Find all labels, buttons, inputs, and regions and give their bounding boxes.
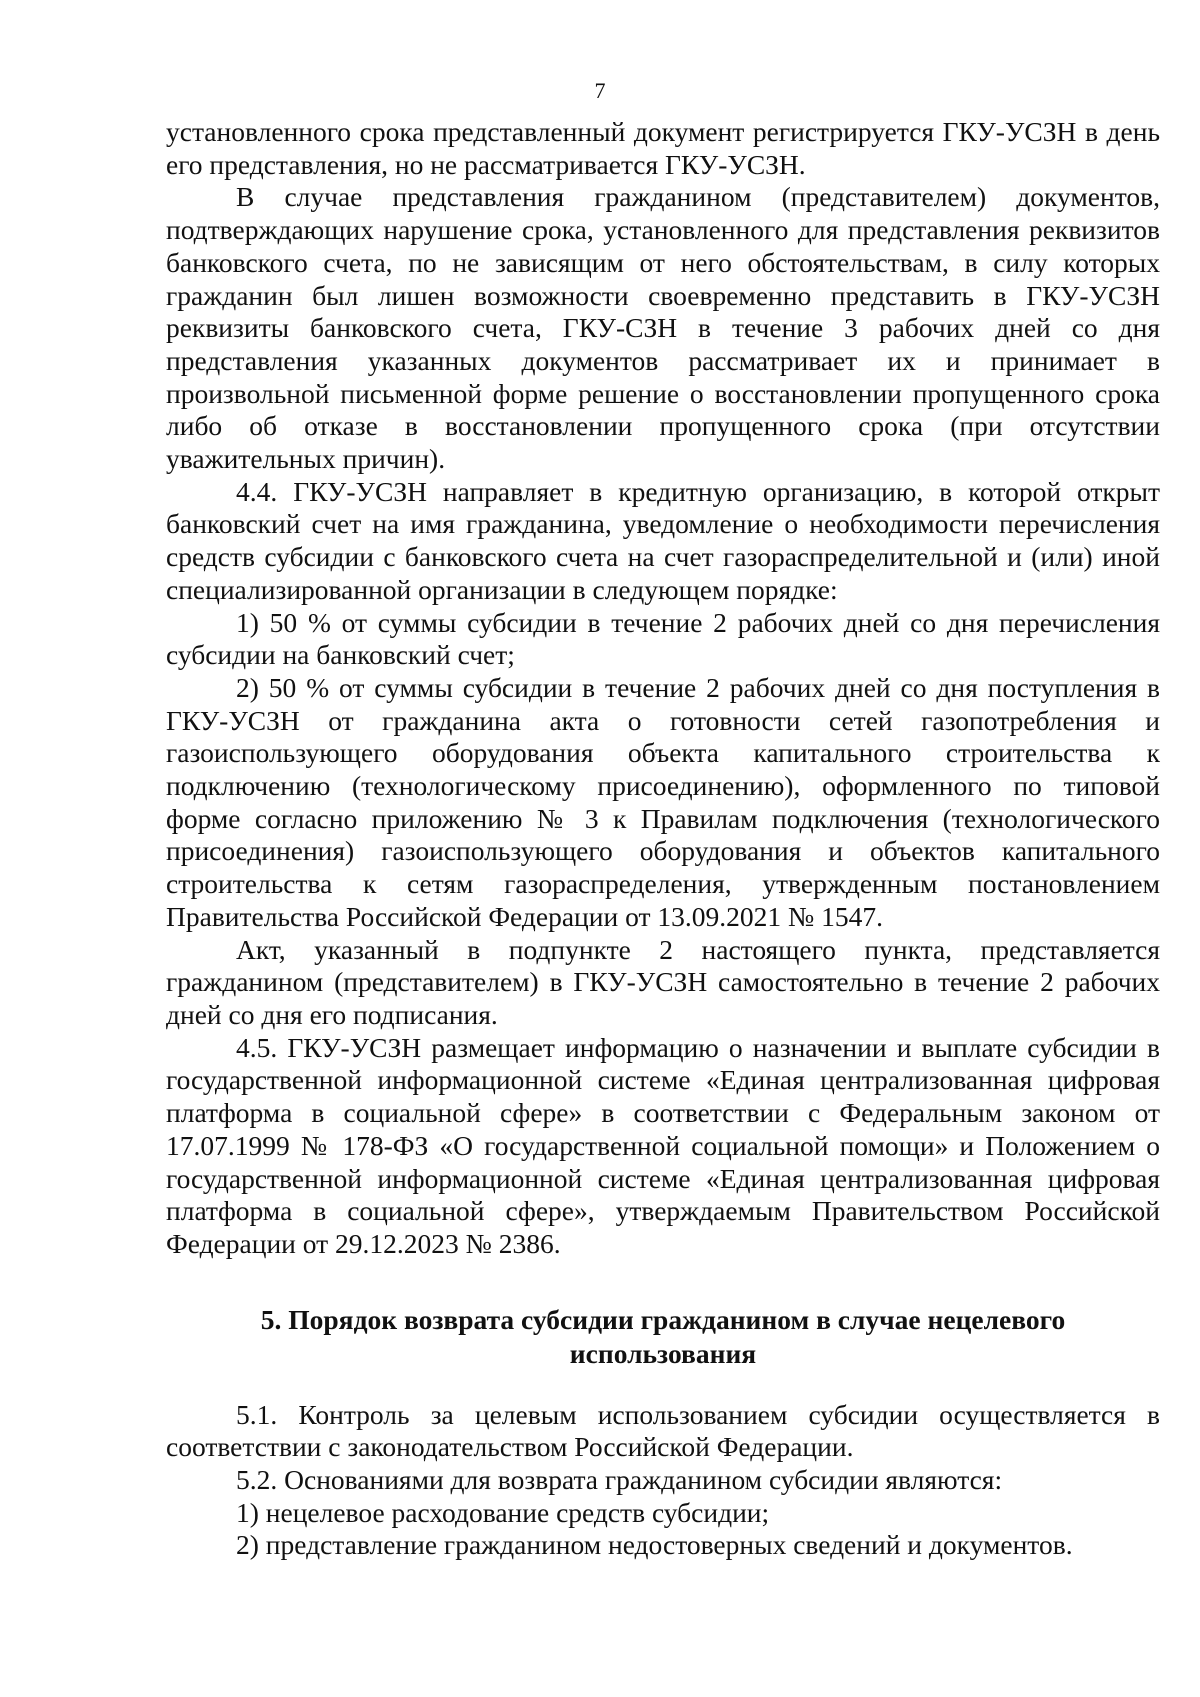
list-item-5-2-1: 1) нецелевое расходование средств субсидии;: [236, 1496, 770, 1528]
paragraph-5-2: 5.2. Основаниями для возврата гражданином субсидии являются:: [236, 1464, 1003, 1496]
page-number: 7: [594, 78, 606, 103]
list-item-4-4-1: 1) 50 % от суммы субсидии в течение 2 рабочих дней со дня перечисления субсидии на банковский счет;: [166, 606, 1160, 671]
paragraph-5-1: 5.1. Контроль за целевым использованием субсидии осуществляется в соответствии с законодательством Российской Федерации.: [166, 1398, 1160, 1463]
paragraph-4-4: 4.4. ГКУ-УСЗН направляет в кредитную организацию, в которой открыт банковский счет на имя гражданина, уведомление о необходимости перечисления средств субсидии с банковского счета на счет газораспределительной и (или) иной специализированной организации в следующем порядке:: [166, 475, 1160, 605]
paragraph-4-5: 4.5. ГКУ-УСЗН размещает информацию о назначении и выплате субсидии в государственной информационной системе «Единая централизованная цифровая платформа в социальной сфере» в соответствии с Федеральным законом от 17.07.1999 № 178-ФЗ «О государственной социальной помощи» и Положением о государственной информационной системе «Единая централизованная цифровая платформа в социальной сфере», утверждаемым Правительством Российской Федерации от 29.12.2023 № 2386.: [166, 1031, 1160, 1259]
list-item-4-4-2: 2) 50 % от суммы субсидии в течение 2 рабочих дней со дня поступления в ГКУ-УСЗН от гражданина акта о готовности сетей газопотребления и газоиспользующего оборудования объекта капитального строительства к подключению (технологическому присоединению), оформленного по типовой форме согласно приложению № 3 к Правилам подключения (технологического присоединения) газоиспользующего оборудования и объектов капитального строительства к сетям газораспределения, утвержденным постановлением Правительства Российской Федерации от 13.09.2021 № 1547.: [166, 671, 1160, 932]
paragraph-act-submission: Акт, указанный в подпункте 2 настоящего пункта, представляется гражданином (представителем) в ГКУ-УСЗН самостоятельно в течение 2 рабочих дней со дня его подписания.: [166, 933, 1160, 1030]
paragraph-continuation: установленного срока представленный документ регистрируется ГКУ-УСЗН в день его представления, но не рассматривается ГКУ-УСЗН.: [166, 116, 1160, 180]
document-body: [166, 116, 1160, 1562]
list-item-5-2-2: 2) представление гражданином недостоверных сведений и документов.: [236, 1529, 1073, 1561]
section-heading: 5. Порядок возврата субсидии гражданином в случае нецелевого использования: [260, 1303, 1066, 1369]
paragraph-restoration-of-term: В случае представления гражданином (представителем) документов, подтверждающих нарушение срока, установленного для представления реквизитов банковского счета, по не зависящим от него обстоятельствам, в силу которых гражданин был лишен возможности своевременно представить в ГКУ-УСЗН реквизиты банковского счета, ГКУ-СЗН в течение 3 рабочих дней со дня представления указанных документов рассматривает их и принимает в произвольной письменной форме решение о восстановлении пропущенного срока либо об отказе в восстановлении пропущенного срока (при отсутствии уважительных причин).: [166, 181, 1160, 475]
